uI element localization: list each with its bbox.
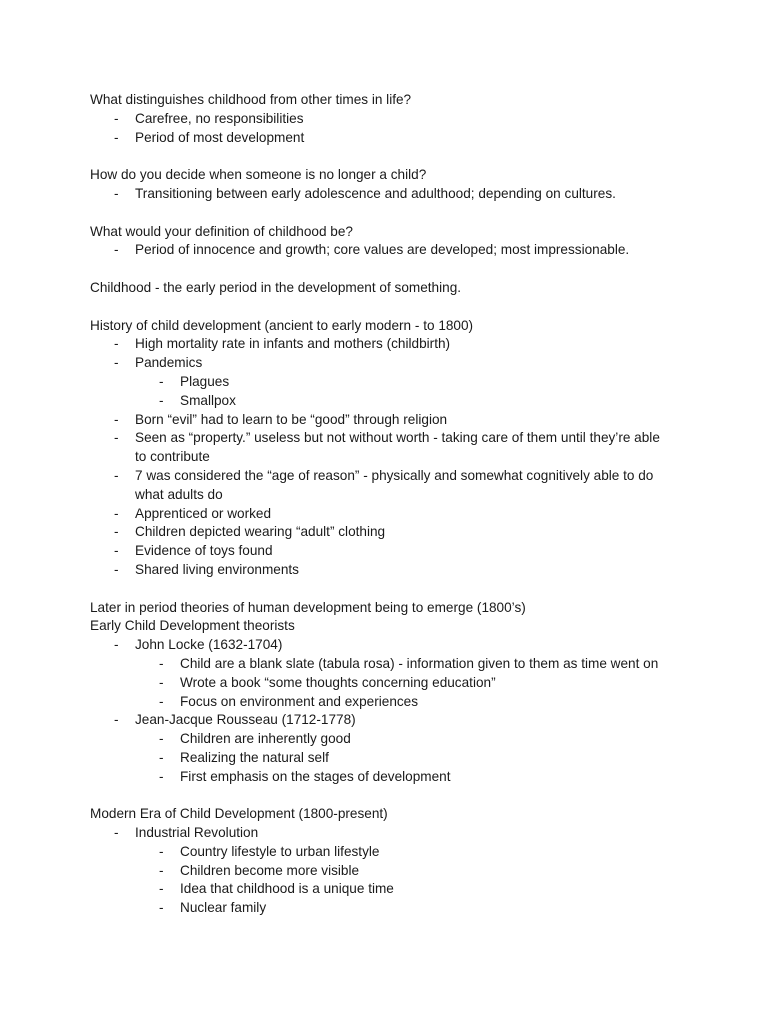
- bullet-dash: -: [114, 825, 119, 841]
- sub-list-item: [90, 843, 730, 862]
- sub-list-item: [90, 749, 730, 768]
- list-item: [90, 824, 730, 843]
- blank-line: [90, 298, 730, 317]
- list-item-text: Apprenticed or worked: [135, 505, 272, 521]
- list-item: [90, 185, 730, 204]
- list-item: [90, 411, 730, 430]
- bullet-dash: -: [159, 693, 164, 709]
- list-item-text: Smallpox: [180, 392, 236, 408]
- list-item: [90, 429, 730, 467]
- list-item-text: Jean-Jacque Rousseau (1712-1778): [135, 712, 356, 728]
- bullet-dash: -: [114, 110, 119, 126]
- list-item-text: Realizing the natural self: [180, 749, 329, 765]
- sub-list-item: [90, 899, 730, 918]
- sub-list-item: [90, 880, 730, 899]
- list-item: [90, 523, 730, 542]
- list-item-text: Child are a blank slate (tabula rosa) - information given to them as time went on: [180, 655, 659, 671]
- text-line: What distinguishes childhood from other times in life?: [90, 92, 412, 107]
- list-item: [90, 467, 730, 505]
- blank-line: [90, 580, 730, 599]
- bullet-dash: -: [159, 749, 164, 765]
- text-line: Early Child Development theorists: [90, 618, 295, 634]
- bullet-dash: -: [159, 731, 164, 747]
- document-page: [90, 91, 730, 918]
- bullet-dash: -: [114, 336, 119, 352]
- bullet-dash: -: [159, 881, 164, 897]
- sub-list-item: [90, 373, 730, 392]
- list-item-text: Seen as “property.” useless but not without worth - taking care of them until they’re able to contribute: [135, 430, 660, 465]
- list-item: [90, 335, 730, 354]
- list-item-text: John Locke (1632-1704): [135, 637, 283, 653]
- blank-line: [90, 786, 730, 805]
- sub-list-item: [90, 768, 730, 787]
- list-item: [90, 354, 730, 373]
- list-item-text: Focus on environment and experiences: [180, 693, 419, 709]
- sub-list-item: [90, 730, 730, 749]
- bullet-dash: -: [114, 561, 119, 577]
- list-item-text: Evidence of toys found: [135, 543, 273, 559]
- list-item-text: Born “evil” had to learn to be “good” through religion: [135, 411, 448, 427]
- list-item-text: Country lifestyle to urban lifestyle: [180, 843, 380, 859]
- list-item-text: First emphasis on the stages of development: [180, 768, 451, 784]
- bullet-dash: -: [159, 655, 164, 671]
- list-item-text: Nuclear family: [180, 900, 267, 916]
- list-item: [90, 561, 730, 580]
- bullet-dash: -: [159, 900, 164, 916]
- bullet-dash: -: [114, 637, 119, 653]
- bullet-dash: -: [159, 392, 164, 408]
- list-item: [90, 241, 730, 260]
- bullet-dash: -: [114, 355, 119, 371]
- bullet-dash: -: [114, 543, 119, 559]
- text-line: Modern Era of Child Development (1800-present): [90, 806, 388, 822]
- list-item-text: Children are inherently good: [180, 731, 351, 747]
- list-item: [90, 505, 730, 524]
- list-item-text: High mortality rate in infants and mothers (childbirth): [135, 336, 451, 352]
- sub-list-item: [90, 862, 730, 881]
- document-body: [90, 91, 730, 918]
- text-line: History of child development (ancient to early modern - to 1800): [90, 317, 474, 333]
- bullet-dash: -: [114, 524, 119, 540]
- bullet-dash: -: [114, 467, 119, 483]
- bullet-dash: -: [114, 185, 119, 201]
- list-item-text: 7 was considered the “age of reason” - physically and somewhat cognitively able to do what adults do: [135, 467, 654, 502]
- list-item-text: Idea that childhood is a unique time: [180, 881, 394, 897]
- list-item-text: Industrial Revolution: [135, 825, 259, 841]
- bullet-dash: -: [114, 411, 119, 427]
- bullet-dash: -: [159, 373, 164, 389]
- sub-list-item: [90, 392, 730, 411]
- list-item-text: Pandemics: [135, 355, 203, 371]
- list-item: [90, 636, 730, 655]
- list-item: [90, 711, 730, 730]
- bullet-dash: -: [114, 242, 119, 258]
- blank-line: [90, 260, 730, 279]
- blank-line: [90, 204, 730, 223]
- text-line: Childhood - the early period in the development of something.: [90, 279, 462, 295]
- list-item-text: Transitioning between early adolescence and adulthood; depending on cultures.: [135, 185, 616, 201]
- bullet-dash: -: [159, 862, 164, 878]
- text-line: What would your definition of childhood be?: [90, 223, 353, 239]
- list-item-text: Carefree, no responsibilities: [135, 110, 304, 126]
- text-line: How do you decide when someone is no longer a child?: [90, 167, 427, 183]
- list-item-text: Wrote a book “some thoughts concerning education”: [180, 674, 496, 690]
- bullet-dash: -: [114, 430, 119, 446]
- list-item-text: Period of most development: [135, 129, 305, 145]
- bullet-dash: -: [114, 129, 119, 145]
- list-item: [90, 129, 730, 148]
- list-item-text: Shared living environments: [135, 561, 299, 577]
- bullet-dash: -: [159, 843, 164, 859]
- sub-list-item: [90, 674, 730, 693]
- bullet-dash: -: [114, 712, 119, 728]
- list-item-text: Period of innocence and growth; core values are developed; most impressionable.: [135, 242, 630, 258]
- list-item-text: Children become more visible: [180, 862, 360, 878]
- list-item-text: Plagues: [180, 373, 230, 389]
- blank-line: [90, 147, 730, 166]
- bullet-dash: -: [159, 674, 164, 690]
- bullet-dash: -: [114, 505, 119, 521]
- bullet-dash: -: [159, 768, 164, 784]
- sub-list-item: [90, 693, 730, 712]
- list-item: [90, 110, 730, 129]
- list-item: [90, 542, 730, 561]
- sub-list-item: [90, 655, 730, 674]
- list-item-text: Children depicted wearing “adult” clothing: [135, 524, 386, 540]
- text-line: Later in period theories of human development being to emerge (1800’s): [90, 599, 526, 615]
